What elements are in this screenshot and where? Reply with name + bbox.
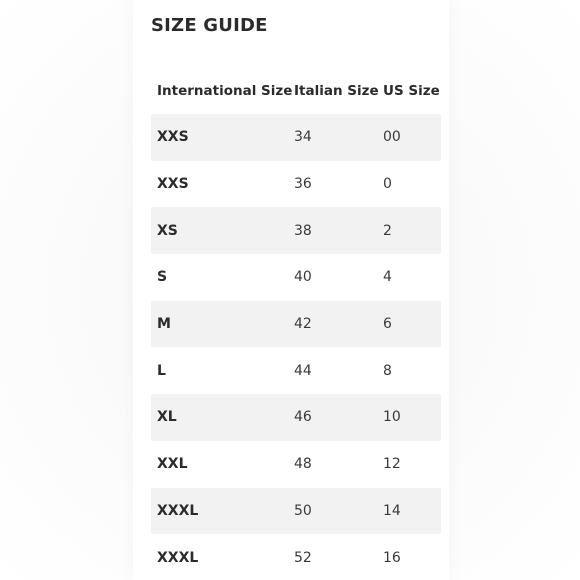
italian-size-cell: 36 (294, 176, 312, 193)
us-size-cell: 14 (377, 488, 441, 535)
table-row (151, 114, 441, 161)
italian-size-cell: 52 (294, 549, 312, 566)
table-row (151, 347, 441, 394)
international-size-cell: XXS (151, 114, 288, 161)
us-size-cell: 10 (377, 394, 441, 441)
column-header-us-size: US Size (383, 83, 440, 99)
italian-size-cell: 50 (288, 488, 377, 535)
international-size-cell: XS (151, 207, 288, 254)
table-row (151, 488, 441, 535)
italian-size-cell: 38 (288, 207, 377, 254)
table-row (151, 441, 441, 488)
us-size-cell: 00 (377, 114, 441, 161)
column-header-international-size: International Size (157, 83, 293, 99)
us-size-cell: 0 (383, 176, 392, 193)
us-size-cell: 4 (383, 269, 392, 286)
international-size-cell: XXS (157, 176, 189, 193)
italian-size-cell: 44 (294, 362, 312, 379)
italian-size-cell: 42 (288, 301, 377, 348)
table-row (151, 161, 441, 208)
column-header-italian-size: Italian Size (294, 83, 379, 99)
us-size-cell: 2 (377, 207, 441, 254)
italian-size-cell: 34 (288, 114, 377, 161)
international-size-cell: XXL (157, 456, 188, 473)
international-size-cell: XXXL (157, 549, 199, 566)
italian-size-cell: 48 (294, 456, 312, 473)
italian-size-cell: 40 (294, 269, 312, 286)
table-row (151, 207, 441, 254)
italian-size-cell: 46 (288, 394, 377, 441)
international-size-cell: XXXL (151, 488, 288, 535)
international-size-cell: M (151, 301, 288, 348)
table-header-row (151, 68, 441, 114)
table-row (151, 534, 441, 580)
page-title: SIZE GUIDE (151, 15, 268, 36)
us-size-cell: 6 (377, 301, 441, 348)
us-size-cell: 16 (383, 549, 401, 566)
table-row (151, 394, 441, 441)
us-size-cell: 8 (383, 362, 392, 379)
us-size-cell: 12 (383, 456, 401, 473)
table-row (151, 254, 441, 301)
size-guide-table (151, 68, 441, 580)
international-size-cell: XL (151, 394, 288, 441)
international-size-cell: L (157, 362, 166, 379)
table-row (151, 301, 441, 348)
international-size-cell: S (157, 269, 168, 286)
